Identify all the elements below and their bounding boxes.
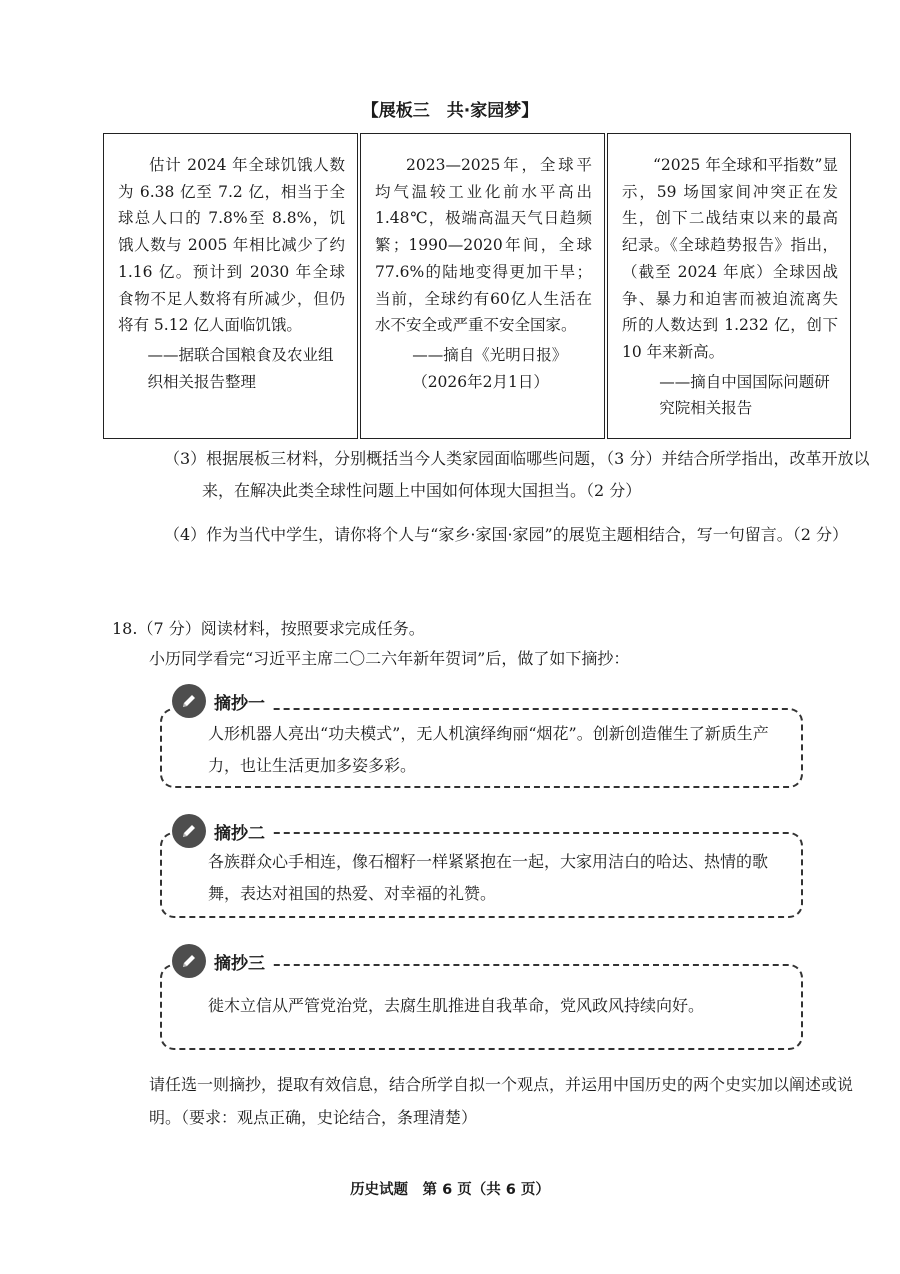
question-18-heading: 18.（7 分）阅读材料，按照要求完成任务。 — [112, 619, 425, 638]
panel-text: 估计 2024 年全球饥饿人数为 6.38 亿至 7.2 亿，相当于全球总人口的 7.8%至 8.8%，饥饿人数与 2005 年相比减少了约 1.16 亿。预计到 2030 年全球食物不足人数将有所减少，但仍将有 5.12 亿人面临饥饿。 — [118, 156, 345, 335]
pencil-icon — [172, 814, 206, 848]
excerpt-text: 人形机器人亮出“功夫模式”，无人机演绎绚丽“烟花”。创新创造催生了新质生产力，也让生活更加多姿多彩。 — [208, 724, 769, 775]
excerpt-1-header — [172, 684, 273, 718]
panel-source: ——摘自中国国际问题研究院相关报告 — [659, 372, 830, 418]
panel-text: 2023—2025年，全球平均气温较工业化前水平高出1.48℃，极端高温天气日趋频繁；1990—2020年间，全球77.6%的陆地变得更加干旱；当前，全球约有60亿人生活在水不安全或严重不安全国家。 — [375, 156, 592, 335]
board-panel-conflict — [607, 133, 851, 439]
question-3: （3）根据展板三材料，分别概括当今人类家园面临哪些问题，（3 分）并结合所学指出，改革开放以来，在解决此类全球性问题上中国如何体现大国担当。（2 分） — [164, 449, 870, 500]
question-18-intro: 小历同学看完“习近平主席二〇二六年新年贺词”后，做了如下摘抄： — [149, 649, 630, 668]
pencil-icon — [172, 944, 206, 978]
panel-source: ——据联合国粮食及农业组织相关报告整理 — [147, 345, 334, 391]
question-4: （4）作为当代中学生，请你将个人与“家乡·家国·家园”的展览主题相结合，写一句留言。（2 分） — [164, 525, 848, 544]
panel-source: ——摘自《光明日报》（2026年2月1日） — [412, 345, 568, 391]
pencil-icon — [172, 684, 206, 718]
panel-text: “2025 年全球和平指数”显示，59 场国家间冲突正在发生，创下二战结束以来的最高纪录。《全球趋势报告》指出，（截至 2024 年底）全球因战争、暴力和迫害而被迫流离失所的人数达到 1.232 亿，创下 10 年来新高。 — [622, 156, 838, 361]
excerpt-label: 摘抄三 — [214, 953, 265, 974]
board-title: 【展板三 共·家园梦】 — [361, 101, 539, 121]
excerpt-1-box — [160, 708, 803, 788]
task-text: 请任选一则摘抄，提取有效信息，结合所学自拟一个观点，并运用中国历史的两个史实加以阐述或说明。（要求：观点正确，史论结合，条理清楚） — [149, 1075, 854, 1127]
excerpt-label: 摘抄二 — [214, 823, 265, 844]
excerpt-text: 各族群众心手相连，像石榴籽一样紧紧抱在一起，大家用洁白的哈达、热情的歌舞，表达对祖国的热爱、对幸福的礼赞。 — [208, 852, 769, 903]
question-18-task — [149, 1068, 855, 1134]
excerpt-2-header — [172, 814, 273, 848]
board-panels — [103, 133, 853, 439]
page-footer: 历史试题 第 6 页（共 6 页） — [350, 1182, 550, 1198]
excerpt-text: 徙木立信从严管党治党，去腐生肌推进自我革命，党风政风持续向好。 — [208, 996, 705, 1015]
excerpt-label: 摘抄一 — [214, 693, 265, 714]
excerpt-3-header — [172, 944, 273, 978]
board-panel-climate — [360, 133, 605, 439]
board-panel-hunger — [103, 133, 358, 439]
